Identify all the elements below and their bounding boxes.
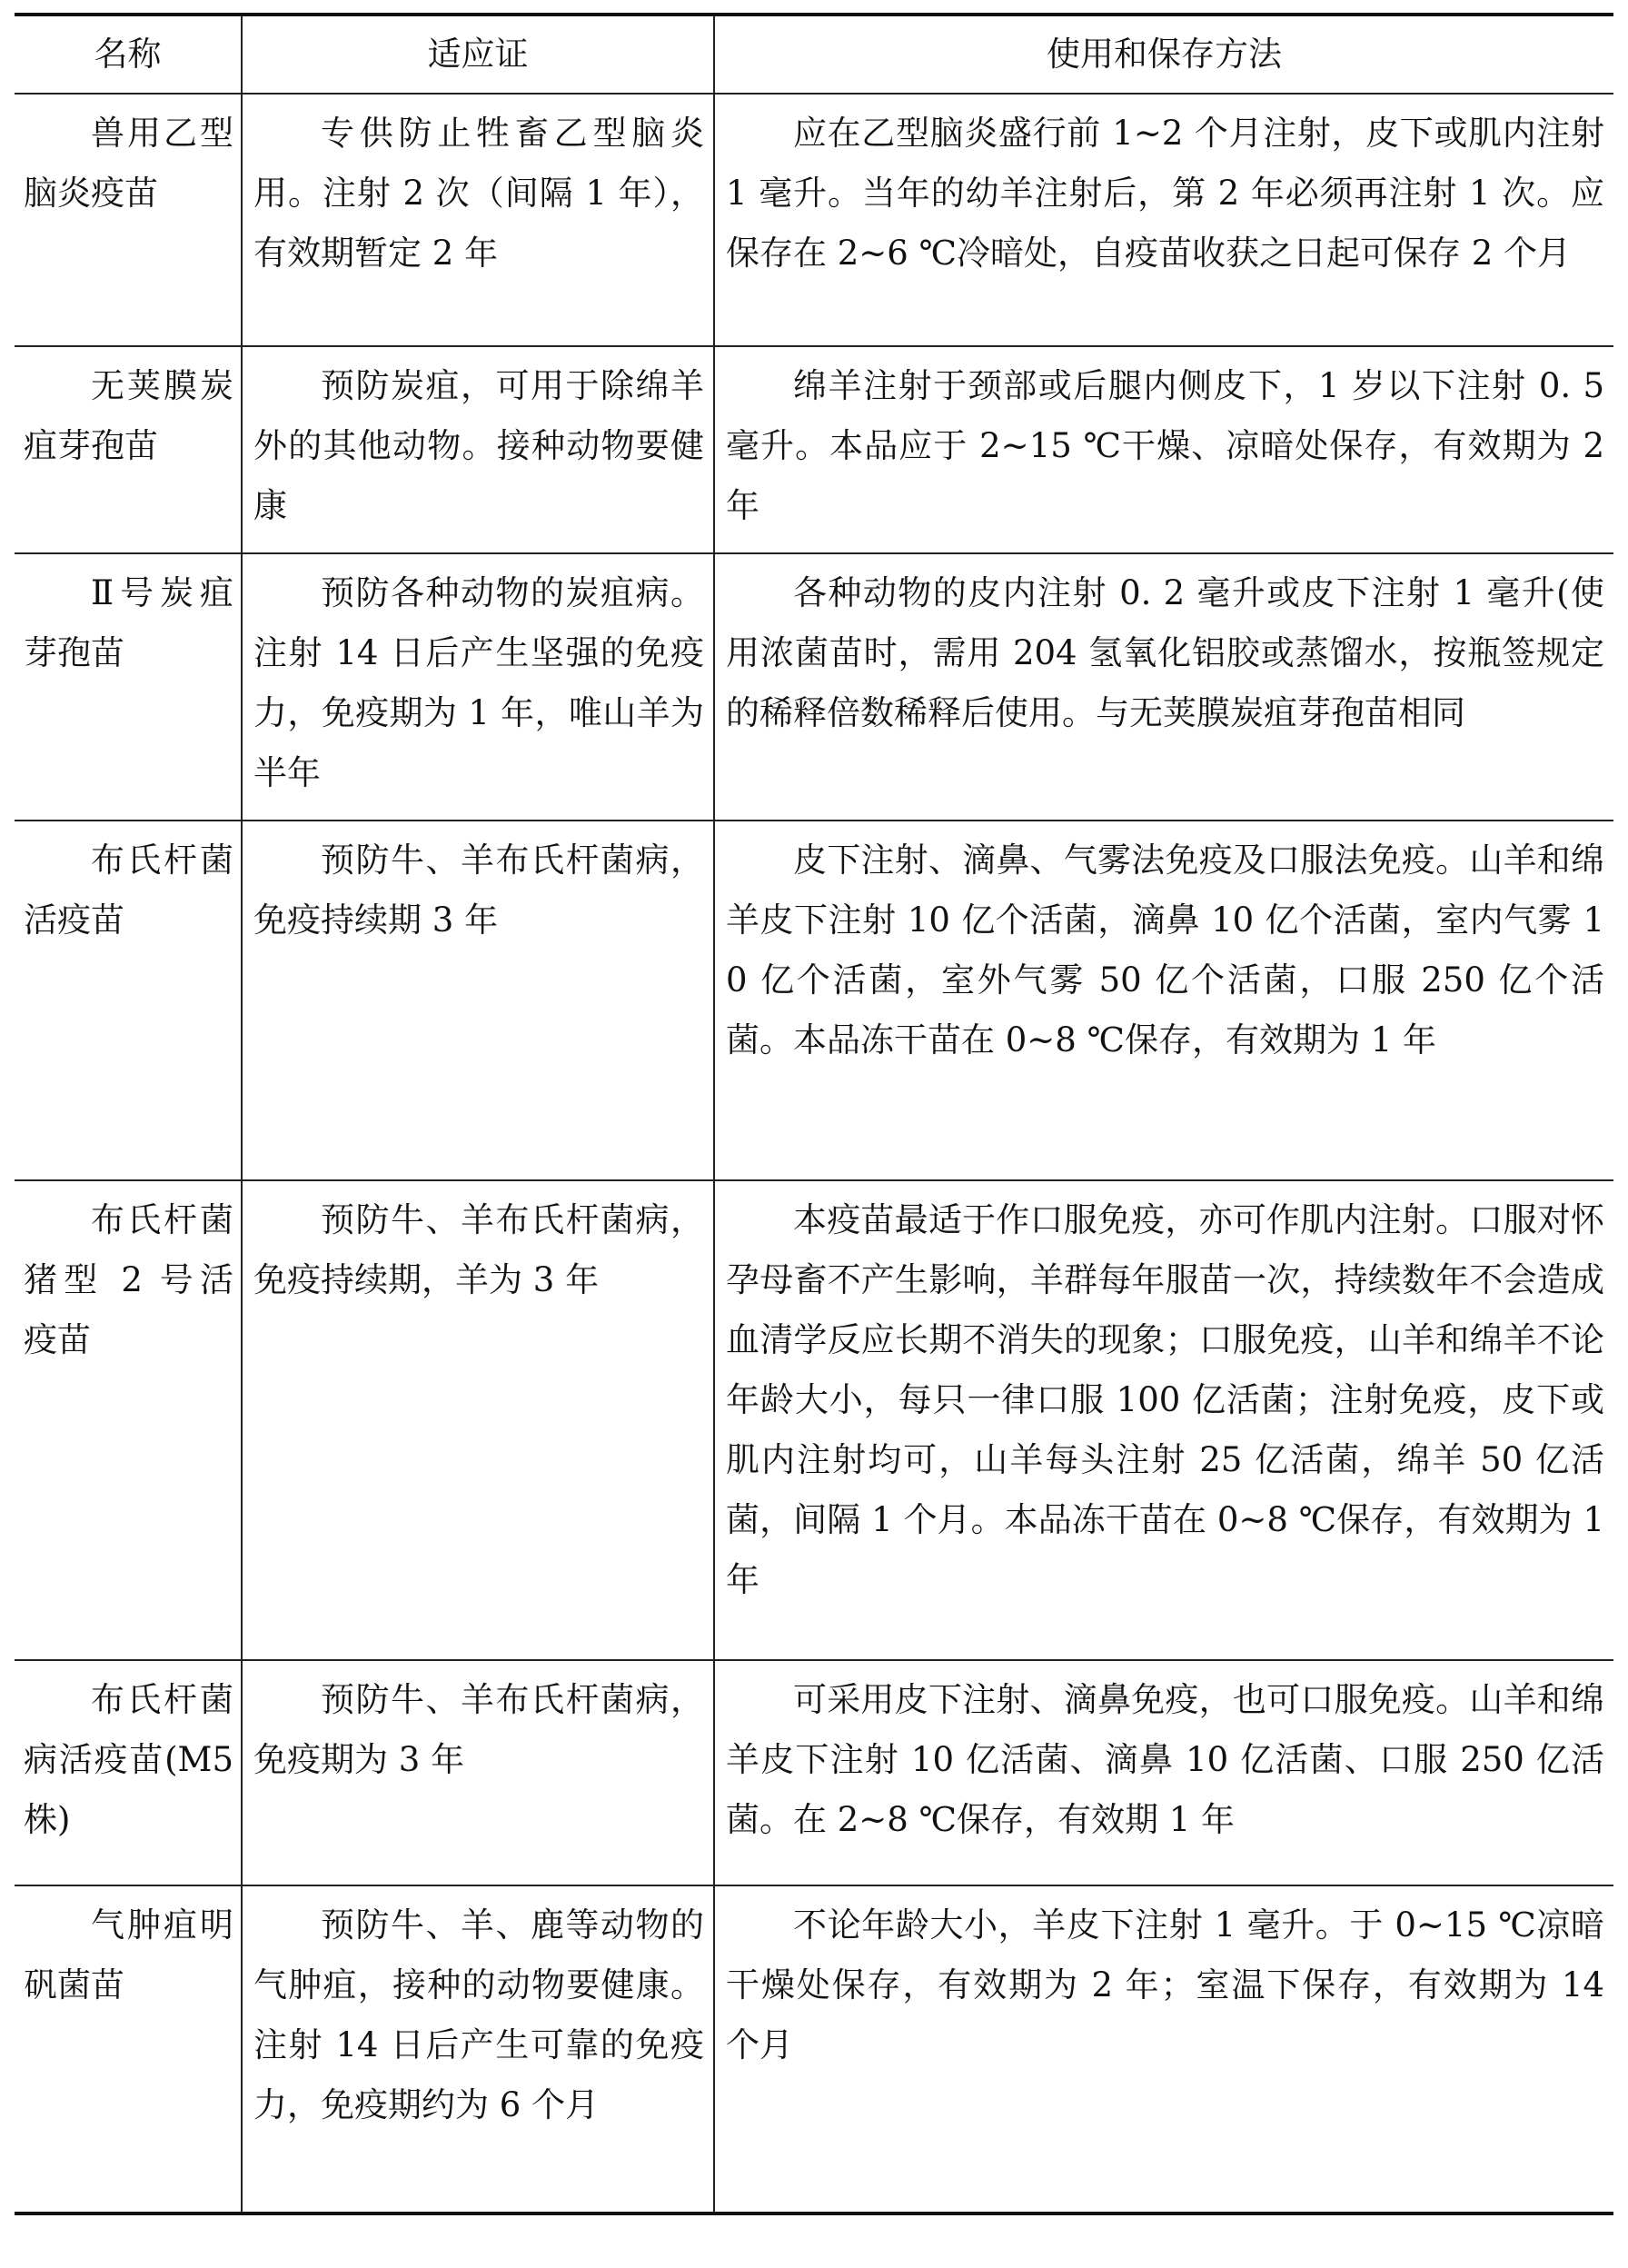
usage-cell: 可采用皮下注射、滴鼻免疫，也可口服免疫。山羊和绵羊皮下注射 10 亿活菌、滴鼻 10 亿活菌、口服 250 亿活菌。在 2~8 ℃保存，有效期 1 年 [714,1660,1613,1885]
table-row [15,821,1613,1180]
vaccine-name-cell: 无荚膜炭疽芽孢苗 [15,346,242,553]
indication-cell: 预防牛、羊布氏杆菌病，免疫持续期，羊为 3 年 [242,1180,714,1660]
vaccine-name-cell: 兽用乙型脑炎疫苗 [15,94,242,346]
indication-cell: 预防炭疽，可用于除绵羊外的其他动物。接种动物要健康 [242,346,714,553]
header-indication: 适应证 [242,15,714,94]
usage-cell: 应在乙型脑炎盛行前 1~2 个月注射，皮下或肌内注射 1 毫升。当年的幼羊注射后，第 2 年必须再注射 1 次。应保存在 2~6 ℃冷暗处，自疫苗收获之日起可保存 2 个月 [714,94,1613,346]
indication-cell: 专供防止牲畜乙型脑炎用。注射 2 次（间隔 1 年），有效期暂定 2 年 [242,94,714,346]
table-row [15,1885,1613,2213]
vaccine-table [15,13,1613,2215]
vaccine-name-cell: 布氏杆菌猪型 2 号活疫苗 [15,1180,242,1660]
vaccine-name-cell: 布氏杆菌病活疫苗(M5 株) [15,1660,242,1885]
table-row [15,553,1613,821]
usage-cell: 绵羊注射于颈部或后腿内侧皮下，1 岁以下注射 0. 5 毫升。本品应于 2~15 ℃干燥、凉暗处保存，有效期为 2 年 [714,346,1613,553]
table-row [15,1660,1613,1885]
indication-cell: 预防各种动物的炭疽病。注射 14 日后产生坚强的免疫力，免疫期为 1 年，唯山羊为半年 [242,553,714,821]
indication-cell: 预防牛、羊、鹿等动物的气肿疽，接种的动物要健康。注射 14 日后产生可靠的免疫力，免疫期约为 6 个月 [242,1885,714,2213]
vaccine-name-cell: 布氏杆菌活疫苗 [15,821,242,1180]
table-row [15,94,1613,346]
table-row [15,346,1613,553]
header-row [15,15,1613,94]
usage-cell: 皮下注射、滴鼻、气雾法免疫及口服法免疫。山羊和绵羊皮下注射 10 亿个活菌，滴鼻 10 亿个活菌，室内气雾 10 亿个活菌，室外气雾 50 亿个活菌，口服 250 亿个活菌。本品冻干苗在 0~8 ℃保存，有效期为 1 年 [714,821,1613,1180]
header-name: 名称 [15,15,242,94]
vaccine-name-cell: 气肿疽明矾菌苗 [24,1905,233,2004]
usage-cell: 不论年龄大小，羊皮下注射 1 毫升。于 0~15 ℃凉暗干燥处保存，有效期为 2 年；室温下保存，有效期为 14 个月 [714,1885,1613,2213]
usage-cell: 各种动物的皮内注射 0. 2 毫升或皮下注射 1 毫升(使用浓菌苗时，需用 204 氢氧化铝胶或蒸馏水，按瓶签规定的稀释倍数稀释后使用。与无荚膜炭疽芽孢苗相同 [714,553,1613,821]
table-row [15,1180,1613,1660]
table-header [15,15,1613,94]
indication-cell: 预防牛、羊布氏杆菌病，免疫期为 3 年 [242,1660,714,1885]
vaccine-name-cell: Ⅱ号炭疽芽孢苗 [15,553,242,821]
vaccine-table-container [15,13,1613,2215]
header-usage: 使用和保存方法 [714,15,1613,94]
usage-cell: 本疫苗最适于作口服免疫，亦可作肌内注射。口服对怀孕母畜不产生影响，羊群每年服苗一次，持续数年不会造成血清学反应长期不消失的现象；口服免疫，山羊和绵羊不论年龄大小，每只一律口服 100 亿活菌；注射免疫，皮下或肌内注射均可，山羊每头注射 25 亿活菌，绵羊 50 亿活菌，间隔 1 个月。本品冻干苗在 0~8 ℃保存，有效期为 1 年 [714,1180,1613,1660]
indication-cell: 预防牛、羊布氏杆菌病，免疫持续期 3 年 [242,821,714,1180]
table-body [15,94,1613,2213]
